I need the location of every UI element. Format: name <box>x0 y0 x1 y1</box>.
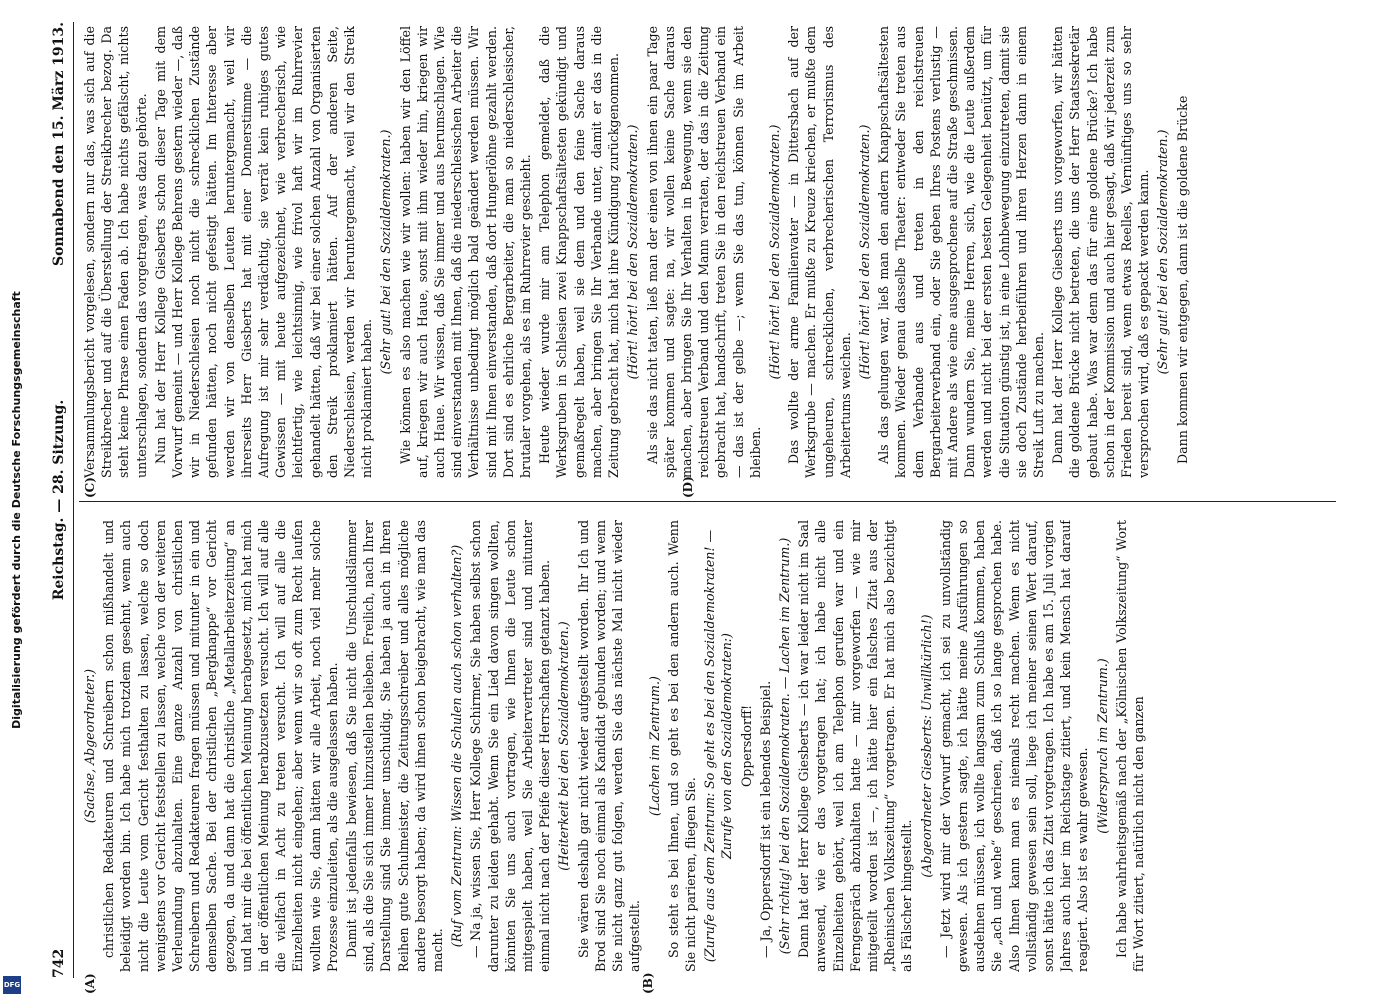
paragraph: Sie wären deshalb gar nicht wieder aufgestellt worden. Ihr Ich und Brod sind Sie noch einmal als Kandidat gebunden worden; und wenn Sie nicht ganz gut folgen, werden Sie das nächste Mal nicht wieder aufgestellt. <box>575 520 643 972</box>
printed-page <box>41 0 1376 1000</box>
stage-direction: (Sehr gut! bei den Sozialdemokraten.) <box>378 129 394 375</box>
page-title: Reichstag. — 28. Sitzung. <box>51 399 67 601</box>
paragraph: Versammlungsbericht vorgelesen, sondern nur das, was sich auf die Streikbrecher und auf die Überstellung der Streikbrecher bezog. Da steht keine Phrase einen Faden ab. Ich habe nichts gefälscht, nichts unterschlagen, sondern das vorgetragen, was dazu gehörte. <box>82 26 149 478</box>
paragraph: christlichen Redakteuren und Schreibern schon mißhandelt und beleidigt worden bin. Ich habe mich trotzdem gesehnt, wenn auch nicht die Leute vom Gericht festhalten zu lassen, welche so doch wenigstens vor Gericht feststellen zu lassen, welche von der weiteren Verleumdung abzuhalten. Eine ganze Anzahl von christlichen Schreibern und Redakteuren fragen müssen und mitunter in ein und demselben Sache. Bei der christlichen „Bergknappe“ vor Gericht gezogen, da und dann hat die christliche „Metallarbeiterzeitung“ an und hat mir die bei öffentlichen Meinung herabgesetzt, mich hat mich in der öffentlichen Meinung herabzusetzen versucht. Ich will auf alle die vielfach in Acht zu treten versucht. Ich will auf alle die Einzelheiten nicht eingehen; aber wenn wir so oft zum Recht laufen wollten wie Sie, dann hätten wir alle Arbeit, noch viel mehr solche Prozesse einzuleiten, als die ausgelassen haben. <box>101 520 340 972</box>
left-column <box>81 520 1336 972</box>
stage-direction: (Lachen im Zentrum.) <box>646 676 662 816</box>
paragraph: Dann hat der Herr Kollege Giesberts — ich war leider nicht im Saal anwesend, wie er das vorgetragen hat; ich habe nicht alle Einzelheiten gehört, weil ich am Telephon gerufen war und ein Ferngespräch abzuhalten hatte — mir vorgeworfen — wie mir mitgeteilt worden ist —, ich hätte hier ein falsches Zitat aus der „Rheinischen Volkszeitung“ vorgetragen. Er hat mich also bezichtigt als Fälscher hingestellt. <box>796 520 915 972</box>
paragraph: — Ja, Oppersdorff ist ein lebendes Beispiel. <box>757 680 773 958</box>
paragraph: Dann hat der Herr Kollege Giesberts uns vorgeworfen, wir hätten die goldene Brücke nicht betreten, die uns der Herr Staatssekretär gebaut habe. Was war denn das für eine goldene Brücke? Ich habe schon in der Kommission und auch hier gesagt, daß wir jederzeit zum Frieden bereit sind, wenn etwas Reelles, Vernünftiges uns so sehr versprochen wird, daß es gepackt werden kann. <box>1050 26 1152 478</box>
stage-direction: (Sehr gut! bei den Sozialdemokraten.) <box>1155 129 1171 375</box>
stage-direction: (Sehr richtig! bei den Sozialdemokraten. — Lachen im Zentrum.) <box>776 537 792 955</box>
attribution-credit: Digitalisierung gefördert durch die Deutsche Forschungsgemeinschaft <box>10 291 23 729</box>
paragraph: Als das gelungen war, ließ man den andern Knappschaftsältesten kommen. Wieder genau dasselbe Theater: entweder Sie treten aus dem Verbande aus und treten in den reichstreuen Bergarbeiterverband ein, oder Sie geben Ihres Postens verlustig — mit Andere als wie eine ausgesprochene auf die Straße geschmissen. Dann wundern Sie, meine Herren, sich, wie die Leute außerdem werden und nicht bei der ersten besten Gelegenheit benützt, um für die Situation günstig ist, in eine Lohnbewegung einzutreten, damit sie sie doch Zustände herbeiführen und ihren Herzen dann in einem Streik Luft zu machen. <box>876 26 1046 478</box>
paragraph: Nun hat der Herr Kollege Giesberts schon dieser Tage mit dem Vorwurf gemeint — und Herr Kollege Behrens gestern wieder —, daß wir in Niederschlesien noch nicht die schrecklichen Zustände gefunden hätten, noch nicht gefestigt hätten. Im Interesse aber werden wir von denselben Leuten heruntergemacht, weil wir ihrerseits Herr Giesberts hat mit einer Donnerstimme — die Aufregung ist mir sehr verdächtig, sie verrät kein ruhiges gutes Gewissen — mit heute aufgezeichnet, wie verbrecherisch, wie leichtfertig, wie leichtsinnig, wie frivol haft wir im Ruhrrevier gehandelt hätten, daß wir bei einer solchen Anzahl von Organisierten den Streik proklamiert hätten. Auf der anderen Seite, Niederschlesien, werden wir heruntergemacht, weil wir den Streik nicht proklamiert haben. <box>152 26 375 478</box>
margin-marker-c: (C) <box>83 477 97 498</box>
page-date: Sonnabend den 15. März 1913. <box>51 22 67 267</box>
stage-direction: (Hört! hört! bei den Sozialdemokraten.) <box>856 124 872 380</box>
stage-direction: (Widerspruch im Zentrum.) <box>1094 658 1110 834</box>
margin-marker-d: (D) <box>681 476 695 498</box>
paragraph: — Jetzt wird mir der Vorwurf gemacht, ich sei zu unvollständig gewesen. Als ich gestern sagte, ich hätte meine Ausführungen so ausdehnen müssen, ich wollte langsam zum Schluß kommen, haben Sie „ach und wehe“ geschrieen, daß ich so lange gesprochen habe. Also Ihnen kann man es niemals recht machen. Wenn es nicht vollständig gewesen sein soll, liege ich meiner seinen Wert darauf, sonst hätte ich das Zitat vorgetragen. Ich habe es am 15. Juli vorigen Jahres auch hier im Reichstage zitiert, und kein Mensch hat darauf reagiert. Also ist es wahr gewesen. <box>937 520 1091 972</box>
page-header <box>49 22 75 978</box>
paragraph: Wie können es also machen wie wir wollen: haben wir den Löffel auf, kriegen wir auch Haue, sonst mit ihm wieder hin, kriegen wir auch Haue. Wir wissen, daß Sie immer und aus herumschlagen. Wie sind einverstanden mit Ihnen, daß die niederschlesischen Arbeiter die Verhältnisse unbedingt möglich bald geändert werden müssen. Wir sind mit Ihnen einverstanden, daß dort Hungerlöhne gezahlt werden. Dort sind es ehrliche Bergarbeiter, die man so niederschlesischer, brutaler vorgehen, als es im Ruhrrevier geschieht. <box>397 26 534 478</box>
stage-direction: (Hört! hört! bei den Sozialdemokraten.) <box>625 124 641 380</box>
stage-direction: (Zurufe aus dem Zentrum: So geht es bei den Sozialdemokraten! — Zurufe von den Sozialdemokraten:) <box>702 529 735 963</box>
stage-direction: (Sachse, Abgeordneter.) <box>82 668 97 824</box>
column-rule <box>79 501 1336 502</box>
paragraph: Das wollte der arme Familienvater — in Dittersbach auf der Werksgrube — machen. Er mußte zu Kreuze kriechen, er mußte dem ungeheuren, schrecklichen, verbrecherischen Terrorismus des Arbeitertums weichen. <box>786 26 853 478</box>
paragraph: Heute wieder wurde mir am Telephon gemeldet, daß die Werksgruben in Schlesien zwei Knappschaftsältesten gekündigt und gemaßregelt haben, weil sie dem und den feine Sache daraus machen, aber bringen Sie Ihr Verbande unter, damit er das in die Zeitung gebracht hat, mich hat ihre Kündigung zurückgenommen. <box>537 26 622 478</box>
paragraph: Oppersdorff! <box>738 704 754 788</box>
stage-direction: (Heiterkeit bei den Sozialdemokraten.) <box>556 621 572 871</box>
paragraph: Als sie das nicht taten, ließ man der einen von ihnen ein paar Tage später kommen und sagte: na, wir wollen keine Sache daraus machen, aber bringen Sie Ihr Verhalten in Bewegung, wenn sie den reichstreuen Verband und den Mann verraten, der das in die Zeitung gebracht hat, handschrift, treten Sie in den reichstreuen Verband ein — das ist der gelbe —; wenn Sie das tun, können Sie im Arbeit bleiben. <box>644 26 763 478</box>
dfg-logo-icon: DFG <box>3 976 21 994</box>
stage-direction: (Abgeordneter Giesberts: Unwillkürlich!) <box>918 614 934 878</box>
stage-direction: (Ruf vom Zentrum: Wissen die Schulen auch schon verhalten?) <box>449 544 465 948</box>
paragraph: Dann kommen wir entgegen, dann ist die goldene Brücke <box>1174 95 1190 464</box>
header-rule <box>73 22 74 978</box>
attribution-strip <box>0 0 26 1000</box>
paragraph: Damit ist jedenfalls bewiesen, daß Sie nicht die Unschuldslämmer sind, als die Sie sich immer hinzustellen belieben. Freilich, nach Ihrer Darstellung sind Sie immer unschuldig. Sie haben ja auch in Ihren Reihen gute Schulmeister, die Zeitungsschreiber und alles mögliche andere besorgt haben; da wird ihnen schon beigebracht, wie man das macht. <box>344 520 446 972</box>
paragraph: Ich habe wahrheitsgemäß nach der „Kölnischen Volkszeitung“ Wort für Wort zitiert, natürlich nicht den ganzen <box>1113 520 1146 972</box>
margin-marker-b: (B) <box>641 972 655 994</box>
right-column <box>81 26 1336 478</box>
margin-marker-a: (A) <box>83 973 97 994</box>
stage-direction: (Hört! hört! bei den Sozialdemokraten.) <box>766 124 782 380</box>
paragraph: So steht es bei Ihnen, und so geht es bei den andern auch. Wenn Sie nicht parieren, fliegen Sie. <box>665 520 698 972</box>
paragraph: — Na ja, wissen Sie, Herr Kollege Schirmer, Sie haben selbst schon darunter zu leiden gehabt. Wenn Sie ein Lied davon singen wollten, könnten Sie uns auch vortragen, wie Ihnen die Leute schon mitgespielt haben, weil Sie Arbeitervertreter sind und mitunter einmal nicht nach der Pfeife dieser Herrschaften getanzt haben. <box>468 520 553 972</box>
page-number: 742 <box>51 948 67 978</box>
